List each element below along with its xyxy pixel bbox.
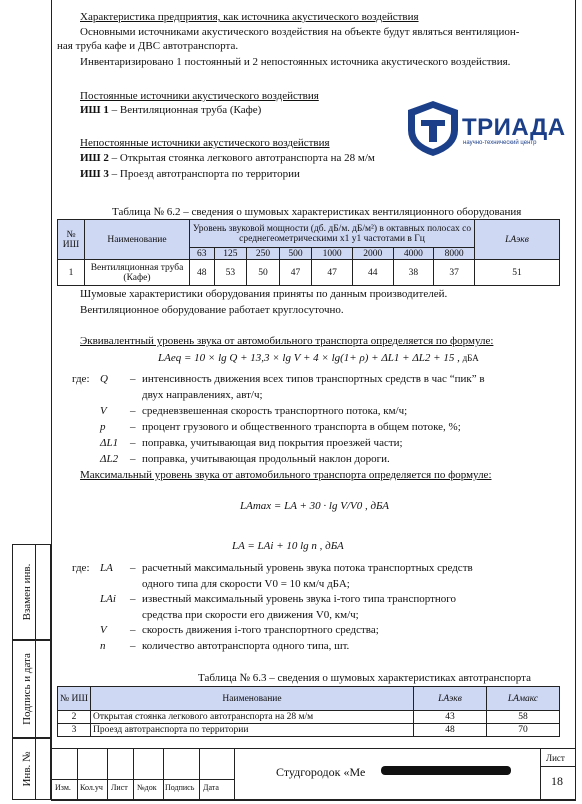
equiv-def-symbol: ΔL1 [100,437,119,449]
max-formula-2 [232,540,344,552]
max-def-description: скорость движения i-того транспортного средства; [142,624,379,636]
side-label-vzam: Взамен инв. [21,563,33,621]
equiv-def-description: средневзвешенная скорость транспортного потока, км/ч; [142,405,408,417]
table1-cell-name: Вентиляционная труба (Кафе) [85,260,190,286]
max-heading: Максимальный уровень звука от автомобильного транспорта определяется по формуле: [80,469,492,481]
table1-cell-value: 38 [393,260,434,286]
table2-cell-name: Проезд автотранспорта по территории [91,724,414,737]
freq-cell: 1000 [312,248,353,260]
ish1-code: ИШ 1 [80,104,109,116]
side-stamp-vzam [12,544,51,640]
equiv-def-where-label: где: [72,373,90,385]
equiv-def-description: двух направлениях, авт/ч; [142,389,263,401]
freq-cell: 4000 [393,248,434,260]
intro-line-2: ная труба кафе и ДВС автотранспорта. [57,40,239,52]
table2-h-num: № ИШ [58,687,91,711]
table2-cell-num: 3 [58,724,91,737]
ish2-code: ИШ 2 [80,152,109,164]
table1-h-laeq: LАэкв [475,220,560,260]
table2-row [58,711,560,724]
freq-cell: 125 [214,248,247,260]
table2-h-lamax: LАмакс [487,687,560,711]
ish2-text: – Открытая стоянка легкового автотранспорта на 28 м/м [108,152,375,164]
equiv-formula [158,352,479,364]
max-def-description: одного типа для скорости V0 = 10 км/ч дБА; [142,577,350,590]
stamp-col-kol: Кол.уч [80,783,103,792]
max-def-description: количество автотранспорта одного типа, шт. [142,639,350,652]
table2-h-name: Наименование [91,687,414,711]
triada-logo-text: ТРИАДА [462,114,566,141]
table1-cell-num: 1 [58,260,85,286]
table1-cell-value: 44 [352,260,393,286]
stamp-col-list: Лист [111,783,128,792]
equiv-def-description: интенсивность движения всех типов транспортных средств в час “пик” в [142,373,485,385]
equiv-def-dash: – [130,421,136,433]
table1-cell-value: 50 [247,260,280,286]
max-def-where-label: где: [72,562,90,574]
equiv-def-dash: – [130,373,136,385]
table1-cell-value: 48 [190,260,215,286]
max-def-dash: – [130,624,136,636]
table1-h-num: № ИШ [58,220,85,260]
triada-logo-subtitle: научно-технический центр [463,140,537,146]
table1-cell-value: 47 [312,260,353,286]
freq-cell: 2000 [352,248,393,260]
equiv-def-description: поправка, учитывающая продольный наклон дороги. [142,453,390,465]
max-def-dash: – [130,639,136,652]
max-def-dash: – [130,593,136,605]
table1-h-name: Наименование [85,220,190,260]
max-def-symbol: LAi [100,593,116,605]
max-def-symbol: V [100,624,107,636]
ish2-line [80,152,375,165]
ish3-code: ИШ 3 [80,168,109,180]
equiv-def-symbol: ΔL2 [100,453,119,465]
table2-row [58,724,560,737]
ish3-text: – Проезд автотранспорта по территории [108,168,300,180]
perm-heading: Постоянные источники акустического воздействия [80,90,319,102]
equiv-def-dash: – [130,405,136,417]
table2-cell-laeq: 48 [414,724,487,737]
redaction-mark [381,766,511,775]
table2-cell-lamax: 70 [487,724,560,737]
stamp-title: Студгородок «Ме [276,765,366,779]
side-stamp-inv [12,738,51,800]
freq-cell: 500 [279,248,312,260]
stamp-col-data: Дата [203,783,219,792]
freq-cell: 63 [190,248,215,260]
side-stamp-podpis [12,640,51,738]
table1-h-levels: Уровень звуковой мощности (дб. дБ/м. дБ/м²) в октавных полосах со среднегеометрическими х1 у1 частотами в Гц [190,220,475,248]
max-def-dash: – [130,562,136,574]
intro-heading: Характеристика предприятия, как источника акустического воздействия [80,11,419,23]
table2-cell-num: 2 [58,711,91,724]
side-label-inv: Инв. № [21,751,33,787]
ish1-text: – Вентиляционная труба (Кафе) [108,104,262,116]
after-table1-line-2: Вентиляционное оборудование работает круглосуточно. [80,304,344,316]
table2-header-row [58,687,560,711]
table1-cell-value: 47 [279,260,312,286]
stamp-list-label: Лист [546,753,565,763]
intro-line-3: Инвентаризировано 1 постоянный и 2 непостоянных источника акустического воздействия. [80,56,511,68]
equiv-formula-text: LAeq = 10 × lg Q + 13,3 × lg V + 4 × lg(1+ ρ) + ΔL1 + ΔL2 + 15 , [158,352,460,364]
freq-cell: 8000 [434,248,475,260]
table1-cell-value: 37 [434,260,475,286]
table1-caption: Таблица № 6.2 – сведения о шумовых характеристиках вентиляционного оборудования [112,206,522,218]
max-def-description: расчетный максимальный уровень звука потока транспортных средств [142,562,473,574]
max-def-description: средства при скорости его движения V0, км/ч; [142,608,359,621]
max-def-symbol: LA [100,562,113,574]
table2-cell-lamax: 58 [487,711,560,724]
equiv-def-symbol: V [100,405,107,417]
triada-shield-icon [403,98,463,158]
equiv-def-symbol: Q [100,373,108,385]
equiv-heading: Эквивалентный уровень звука от автомобильного транспорта определяется по формуле: [80,335,494,347]
stamp-col-izm: Изм. [55,783,71,792]
side-label-podpis: Подпись и дата [21,653,33,725]
max-def-symbol: n [100,639,106,652]
stamp-page-number: 18 [551,774,563,788]
equiv-def-description: процент грузового и общественного транспорта в общем потоке, %; [142,421,461,433]
table1-row [58,260,560,286]
title-block-stamp [51,748,576,801]
table1-cell-value: 53 [214,260,247,286]
after-table1-line-1: Шумовые характеристики оборудования приняты по данным производителей. [80,288,448,300]
equiv-def-symbol: p [100,421,106,433]
freq-cell: 250 [247,248,280,260]
intro-line-1: Основными источниками акустического воздействия на объекте будут являться вентиляцион- [80,26,520,38]
table2-cell-laeq: 43 [414,711,487,724]
table2 [57,686,560,737]
equiv-formula-unit: дБА [462,353,479,363]
table2-cell-name: Открытая стоянка легкового автотранспорта на 28 м/м [91,711,414,724]
max-formula-2-text: LA = LAi + 10 lg n , дБА [232,540,344,552]
table1-cell-laeq: 51 [475,260,560,286]
equiv-def-dash: – [130,453,136,465]
max-formula-1-text: LAmax = LA + 30 · lg V/V0 , дБА [240,500,389,512]
table2-caption: Таблица № 6.3 – сведения о шумовых характеристиках автотранспорта [198,672,531,684]
max-def-description: известный максимальный уровень звука i-того типа транспортного [142,593,456,605]
stamp-col-ndoc: №док [137,783,157,792]
equiv-def-dash: – [130,437,136,449]
max-formula-1 [240,500,389,512]
ish3-line [80,168,300,181]
ish1-line [80,104,261,117]
table2-h-laeq: LАэкв [414,687,487,711]
nonperm-heading: Непостоянные источники акустического воздействия [80,137,330,149]
stamp-col-podpis: Подпись [165,783,195,792]
table1 [57,219,560,286]
equiv-def-description: поправка, учитывающая вид покрытия проезжей части; [142,437,403,449]
